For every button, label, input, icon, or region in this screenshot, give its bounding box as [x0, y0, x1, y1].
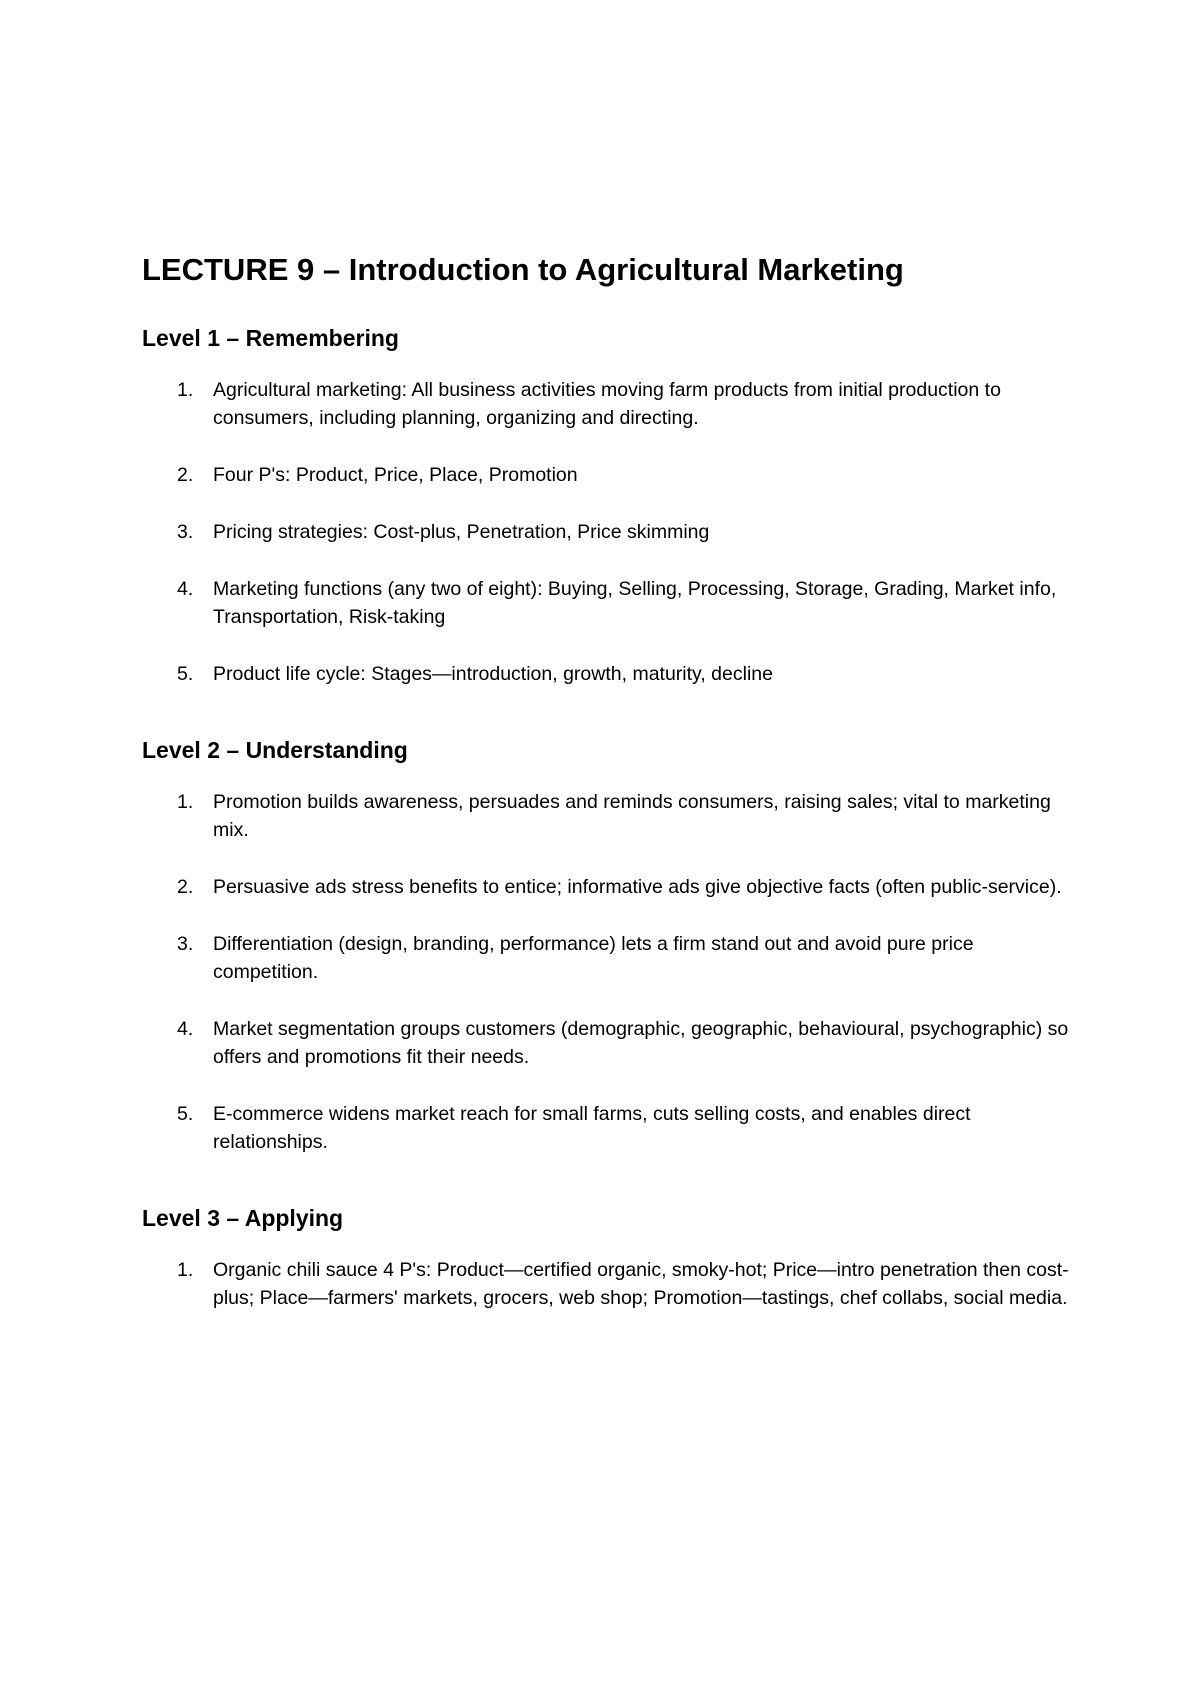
list-item: [142, 660, 1082, 688]
list-item: [142, 1015, 1082, 1071]
list-item: [142, 575, 1082, 631]
section-heading: Level 2 – Understanding: [142, 737, 408, 763]
list-item: [142, 788, 1082, 844]
item-text: Differentiation (design, branding, performance) lets a firm stand out and avoid pure price competition.: [213, 933, 974, 983]
item-text: Persuasive ads stress benefits to entice; informative ads give objective facts (often public-service).: [213, 876, 1062, 898]
numbered-list: [142, 788, 1082, 1156]
section-heading: Level 1 – Remembering: [142, 325, 399, 351]
section-level-1: [142, 322, 1082, 688]
list-item: [142, 1256, 1082, 1312]
item-number: 2.: [177, 464, 194, 486]
section-level-3: [142, 1202, 1082, 1312]
numbered-list: [142, 1256, 1082, 1312]
item-number: 4.: [177, 1018, 194, 1040]
section-heading: Level 3 – Applying: [142, 1205, 344, 1231]
numbered-list: [142, 376, 1082, 688]
item-number: 3.: [177, 521, 194, 543]
document-page: [142, 248, 1082, 1312]
section-level-2: [142, 734, 1082, 1156]
item-text: Market segmentation groups customers (demographic, geographic, behavioural, psychographic) so offers and promotions fit their needs.: [213, 1018, 1069, 1068]
item-number: 1.: [177, 1259, 194, 1281]
item-number: 1.: [177, 379, 194, 401]
item-text: Organic chili sauce 4 P's: Product—certified organic, smoky-hot; Price—intro penetration then cost-plus; Place—farmers' markets, grocers, web shop; Promotion—tastings, chef collabs, social media.: [213, 1259, 1069, 1309]
list-item: [142, 518, 1082, 546]
list-item: [142, 930, 1082, 986]
item-text: E-commerce widens market reach for small farms, cuts selling costs, and enables direct relationships.: [213, 1103, 971, 1153]
item-text: Agricultural marketing: All business activities moving farm products from initial production to consumers, including planning, organizing and directing.: [213, 379, 1001, 429]
item-number: 3.: [177, 933, 194, 955]
item-text: Product life cycle: Stages—introduction, growth, maturity, decline: [213, 663, 773, 685]
item-number: 1.: [177, 791, 194, 813]
document-title: LECTURE 9 – Introduction to Agricultural Marketing: [142, 252, 904, 287]
item-number: 5.: [177, 663, 194, 685]
list-item: [142, 873, 1082, 901]
list-item: [142, 376, 1082, 432]
list-item: [142, 461, 1082, 489]
item-number: 5.: [177, 1103, 194, 1125]
item-text: Pricing strategies: Cost-plus, Penetration, Price skimming: [213, 521, 710, 543]
list-item: [142, 1100, 1082, 1156]
item-number: 2.: [177, 876, 194, 898]
item-text: Marketing functions (any two of eight): Buying, Selling, Processing, Storage, Grading, Market info, Transportation, Risk-taking: [213, 578, 1057, 628]
item-text: Four P's: Product, Price, Place, Promotion: [213, 464, 578, 486]
item-number: 4.: [177, 578, 194, 600]
item-text: Promotion builds awareness, persuades and reminds consumers, raising sales; vital to marketing mix.: [213, 791, 1051, 841]
